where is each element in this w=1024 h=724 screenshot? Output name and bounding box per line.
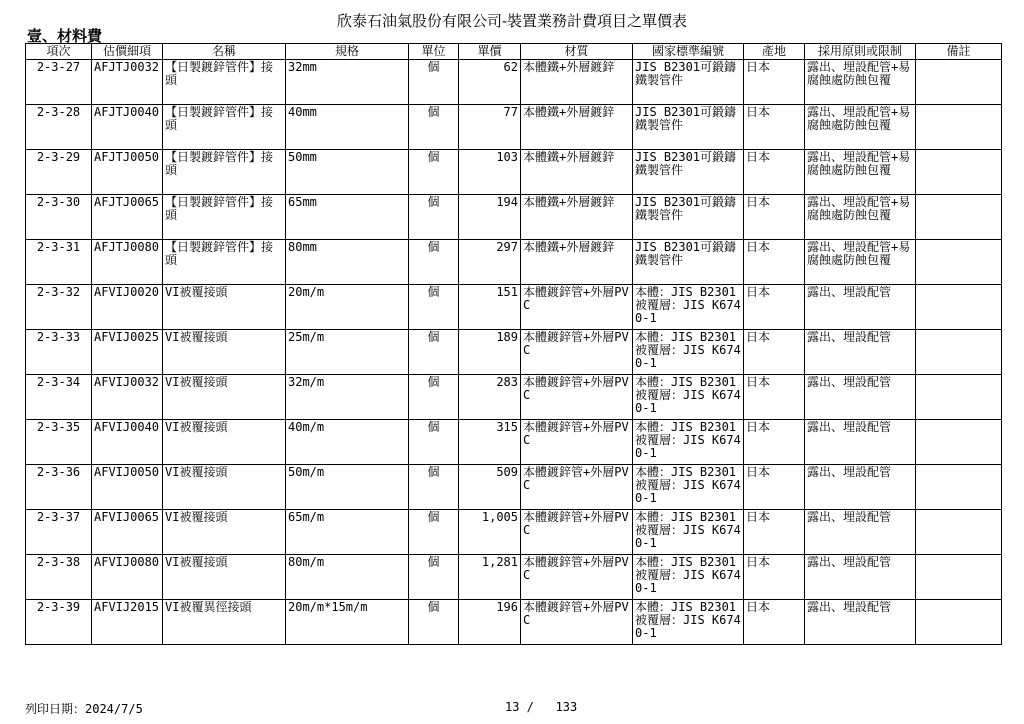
cell-principle: 露出、埋設配管: [805, 465, 916, 510]
cell-item: 2-3-35: [26, 420, 92, 465]
cell-price: 151: [459, 285, 521, 330]
cell-standard: JIS B2301可鍛鑄鐵製管件: [633, 240, 744, 285]
table-row: [26, 375, 1002, 420]
cell-material: 本體鐵+外層鍍鋅: [521, 150, 633, 195]
cell-unit: 個: [409, 240, 459, 285]
cell-standard: 本體：JIS B2301 被覆層：JIS K6740-1: [633, 420, 744, 465]
cell-material: 本體鍍鋅管+外層PVC: [521, 600, 633, 645]
cell-code: AFVIJ0020: [92, 285, 163, 330]
cell-remark: [916, 195, 1002, 240]
cell-remark: [916, 330, 1002, 375]
cell-material: 本體鍍鋅管+外層PVC: [521, 330, 633, 375]
cell-principle: 露出、埋設配管+易腐蝕處防蝕包覆: [805, 240, 916, 285]
cell-principle: 露出、埋設配管: [805, 285, 916, 330]
cell-unit: 個: [409, 285, 459, 330]
cell-origin: 日本: [744, 330, 805, 375]
cell-origin: 日本: [744, 465, 805, 510]
page-title: 欣泰石油氣股份有限公司-裝置業務計費項目之單價表: [336, 12, 688, 30]
cell-name: VI被覆接頭: [163, 375, 286, 420]
cell-origin: 日本: [744, 195, 805, 240]
header-principle: 採用原則或限制: [805, 44, 916, 60]
cell-principle: 露出、埋設配管: [805, 555, 916, 600]
cell-price: 1,281: [459, 555, 521, 600]
cell-spec: 25m/m: [286, 330, 409, 375]
cell-standard: JIS B2301可鍛鑄鐵製管件: [633, 150, 744, 195]
cell-principle: 露出、埋設配管: [805, 420, 916, 465]
cell-unit: 個: [409, 510, 459, 555]
cell-name: VI被覆接頭: [163, 510, 286, 555]
cell-item: 2-3-32: [26, 285, 92, 330]
table-row: [26, 510, 1002, 555]
cell-price: 103: [459, 150, 521, 195]
cell-remark: [916, 375, 1002, 420]
cell-spec: 20m/m: [286, 285, 409, 330]
cell-name: 【日製鍍鋅管件】接頭: [163, 60, 286, 105]
cell-item: 2-3-27: [26, 60, 92, 105]
cell-item: 2-3-33: [26, 330, 92, 375]
cell-remark: [916, 555, 1002, 600]
cell-spec: 40m/m: [286, 420, 409, 465]
cell-standard: JIS B2301可鍛鑄鐵製管件: [633, 60, 744, 105]
cell-spec: 65mm: [286, 195, 409, 240]
cell-name: VI被覆接頭: [163, 420, 286, 465]
table-row: [26, 240, 1002, 285]
cell-price: 1,005: [459, 510, 521, 555]
cell-origin: 日本: [744, 285, 805, 330]
cell-principle: 露出、埋設配管+易腐蝕處防蝕包覆: [805, 150, 916, 195]
cell-principle: 露出、埋設配管: [805, 330, 916, 375]
cell-item: 2-3-34: [26, 375, 92, 420]
header-material: 材質: [521, 44, 633, 60]
cell-origin: 日本: [744, 150, 805, 195]
cell-spec: 50m/m: [286, 465, 409, 510]
cell-item: 2-3-29: [26, 150, 92, 195]
cell-price: 77: [459, 105, 521, 150]
cell-material: 本體鐵+外層鍍鋅: [521, 60, 633, 105]
cell-price: 315: [459, 420, 521, 465]
cell-principle: 露出、埋設配管+易腐蝕處防蝕包覆: [805, 195, 916, 240]
cell-code: AFJTJ0080: [92, 240, 163, 285]
header-price: 單價: [459, 44, 521, 60]
cell-remark: [916, 420, 1002, 465]
cell-item: 2-3-30: [26, 195, 92, 240]
cell-origin: 日本: [744, 60, 805, 105]
header-standard: 國家標準編號: [633, 44, 744, 60]
cell-name: VI被覆接頭: [163, 555, 286, 600]
cell-material: 本體鐵+外層鍍鋅: [521, 240, 633, 285]
cell-code: AFJTJ0065: [92, 195, 163, 240]
cell-material: 本體鍍鋅管+外層PVC: [521, 420, 633, 465]
section-heading: 壹、材料費: [27, 27, 103, 45]
cell-principle: 露出、埋設配管: [805, 600, 916, 645]
cell-code: AFVIJ0040: [92, 420, 163, 465]
cell-unit: 個: [409, 330, 459, 375]
cell-remark: [916, 150, 1002, 195]
cell-remark: [916, 105, 1002, 150]
cell-code: AFVIJ0065: [92, 510, 163, 555]
header-remark: 備註: [916, 44, 1002, 60]
cell-origin: 日本: [744, 555, 805, 600]
header-name: 名稱: [163, 44, 286, 60]
print-date: 列印日期：2024/7/5: [25, 702, 143, 716]
cell-spec: 65m/m: [286, 510, 409, 555]
cell-item: 2-3-38: [26, 555, 92, 600]
cell-material: 本體鍍鋅管+外層PVC: [521, 465, 633, 510]
cell-remark: [916, 240, 1002, 285]
cell-name: VI被覆異徑接頭: [163, 600, 286, 645]
table-row: [26, 600, 1002, 645]
cell-spec: 32mm: [286, 60, 409, 105]
cell-standard: 本體：JIS B2301 被覆層：JIS K6740-1: [633, 555, 744, 600]
cell-spec: 32m/m: [286, 375, 409, 420]
cell-standard: 本體：JIS B2301 被覆層：JIS K6740-1: [633, 285, 744, 330]
table-row: [26, 555, 1002, 600]
page-number: 13 / 133: [505, 700, 578, 714]
cell-code: AFVIJ2015: [92, 600, 163, 645]
cell-price: 297: [459, 240, 521, 285]
cell-spec: 80mm: [286, 240, 409, 285]
cell-spec: 80m/m: [286, 555, 409, 600]
cell-code: AFVIJ0050: [92, 465, 163, 510]
table-row: [26, 285, 1002, 330]
header-spec: 規格: [286, 44, 409, 60]
cell-standard: 本體：JIS B2301 被覆層：JIS K6740-1: [633, 600, 744, 645]
table-row: [26, 150, 1002, 195]
cell-item: 2-3-36: [26, 465, 92, 510]
cell-name: VI被覆接頭: [163, 465, 286, 510]
cell-origin: 日本: [744, 105, 805, 150]
cell-spec: 20m/m*15m/m: [286, 600, 409, 645]
table-row: [26, 60, 1002, 105]
cell-standard: 本體：JIS B2301 被覆層：JIS K6740-1: [633, 330, 744, 375]
cell-code: AFJTJ0050: [92, 150, 163, 195]
cell-code: AFJTJ0040: [92, 105, 163, 150]
cell-price: 194: [459, 195, 521, 240]
cell-name: 【日製鍍鋅管件】接頭: [163, 240, 286, 285]
cell-standard: JIS B2301可鍛鑄鐵製管件: [633, 195, 744, 240]
cell-spec: 50mm: [286, 150, 409, 195]
cell-principle: 露出、埋設配管: [805, 510, 916, 555]
cell-standard: 本體：JIS B2301 被覆層：JIS K6740-1: [633, 375, 744, 420]
cell-item: 2-3-31: [26, 240, 92, 285]
cell-principle: 露出、埋設配管: [805, 375, 916, 420]
table-row: [26, 105, 1002, 150]
cell-unit: 個: [409, 420, 459, 465]
cell-origin: 日本: [744, 510, 805, 555]
cell-remark: [916, 60, 1002, 105]
cell-name: VI被覆接頭: [163, 285, 286, 330]
cell-unit: 個: [409, 105, 459, 150]
cell-unit: 個: [409, 555, 459, 600]
cell-remark: [916, 600, 1002, 645]
header-item: 項次: [26, 44, 92, 60]
price-table: [25, 43, 1002, 645]
header-code: 估價細項: [92, 44, 163, 60]
table-header-row: [26, 44, 1002, 60]
cell-standard: JIS B2301可鍛鑄鐵製管件: [633, 105, 744, 150]
cell-standard: 本體：JIS B2301 被覆層：JIS K6740-1: [633, 465, 744, 510]
cell-price: 283: [459, 375, 521, 420]
cell-origin: 日本: [744, 420, 805, 465]
cell-material: 本體鍍鋅管+外層PVC: [521, 555, 633, 600]
table-row: [26, 195, 1002, 240]
cell-unit: 個: [409, 600, 459, 645]
cell-material: 本體鍍鋅管+外層PVC: [521, 285, 633, 330]
cell-origin: 日本: [744, 600, 805, 645]
cell-item: 2-3-39: [26, 600, 92, 645]
header-origin: 產地: [744, 44, 805, 60]
cell-unit: 個: [409, 195, 459, 240]
cell-origin: 日本: [744, 375, 805, 420]
cell-unit: 個: [409, 150, 459, 195]
cell-price: 509: [459, 465, 521, 510]
table-row: [26, 465, 1002, 510]
cell-item: 2-3-28: [26, 105, 92, 150]
cell-name: 【日製鍍鋅管件】接頭: [163, 150, 286, 195]
cell-spec: 40mm: [286, 105, 409, 150]
cell-price: 62: [459, 60, 521, 105]
cell-name: 【日製鍍鋅管件】接頭: [163, 195, 286, 240]
cell-item: 2-3-37: [26, 510, 92, 555]
cell-material: 本體鐵+外層鍍鋅: [521, 105, 633, 150]
cell-price: 189: [459, 330, 521, 375]
cell-code: AFVIJ0032: [92, 375, 163, 420]
cell-code: AFJTJ0032: [92, 60, 163, 105]
cell-remark: [916, 465, 1002, 510]
cell-material: 本體鍍鋅管+外層PVC: [521, 375, 633, 420]
cell-remark: [916, 510, 1002, 555]
cell-code: AFVIJ0080: [92, 555, 163, 600]
cell-name: VI被覆接頭: [163, 330, 286, 375]
cell-material: 本體鐵+外層鍍鋅: [521, 195, 633, 240]
cell-unit: 個: [409, 60, 459, 105]
cell-code: AFVIJ0025: [92, 330, 163, 375]
cell-material: 本體鍍鋅管+外層PVC: [521, 510, 633, 555]
cell-principle: 露出、埋設配管+易腐蝕處防蝕包覆: [805, 60, 916, 105]
cell-price: 196: [459, 600, 521, 645]
cell-principle: 露出、埋設配管+易腐蝕處防蝕包覆: [805, 105, 916, 150]
cell-standard: 本體：JIS B2301 被覆層：JIS K6740-1: [633, 510, 744, 555]
cell-unit: 個: [409, 465, 459, 510]
table-row: [26, 330, 1002, 375]
table-row: [26, 420, 1002, 465]
cell-remark: [916, 285, 1002, 330]
cell-origin: 日本: [744, 240, 805, 285]
header-unit: 單位: [409, 44, 459, 60]
cell-name: 【日製鍍鋅管件】接頭: [163, 105, 286, 150]
cell-unit: 個: [409, 375, 459, 420]
